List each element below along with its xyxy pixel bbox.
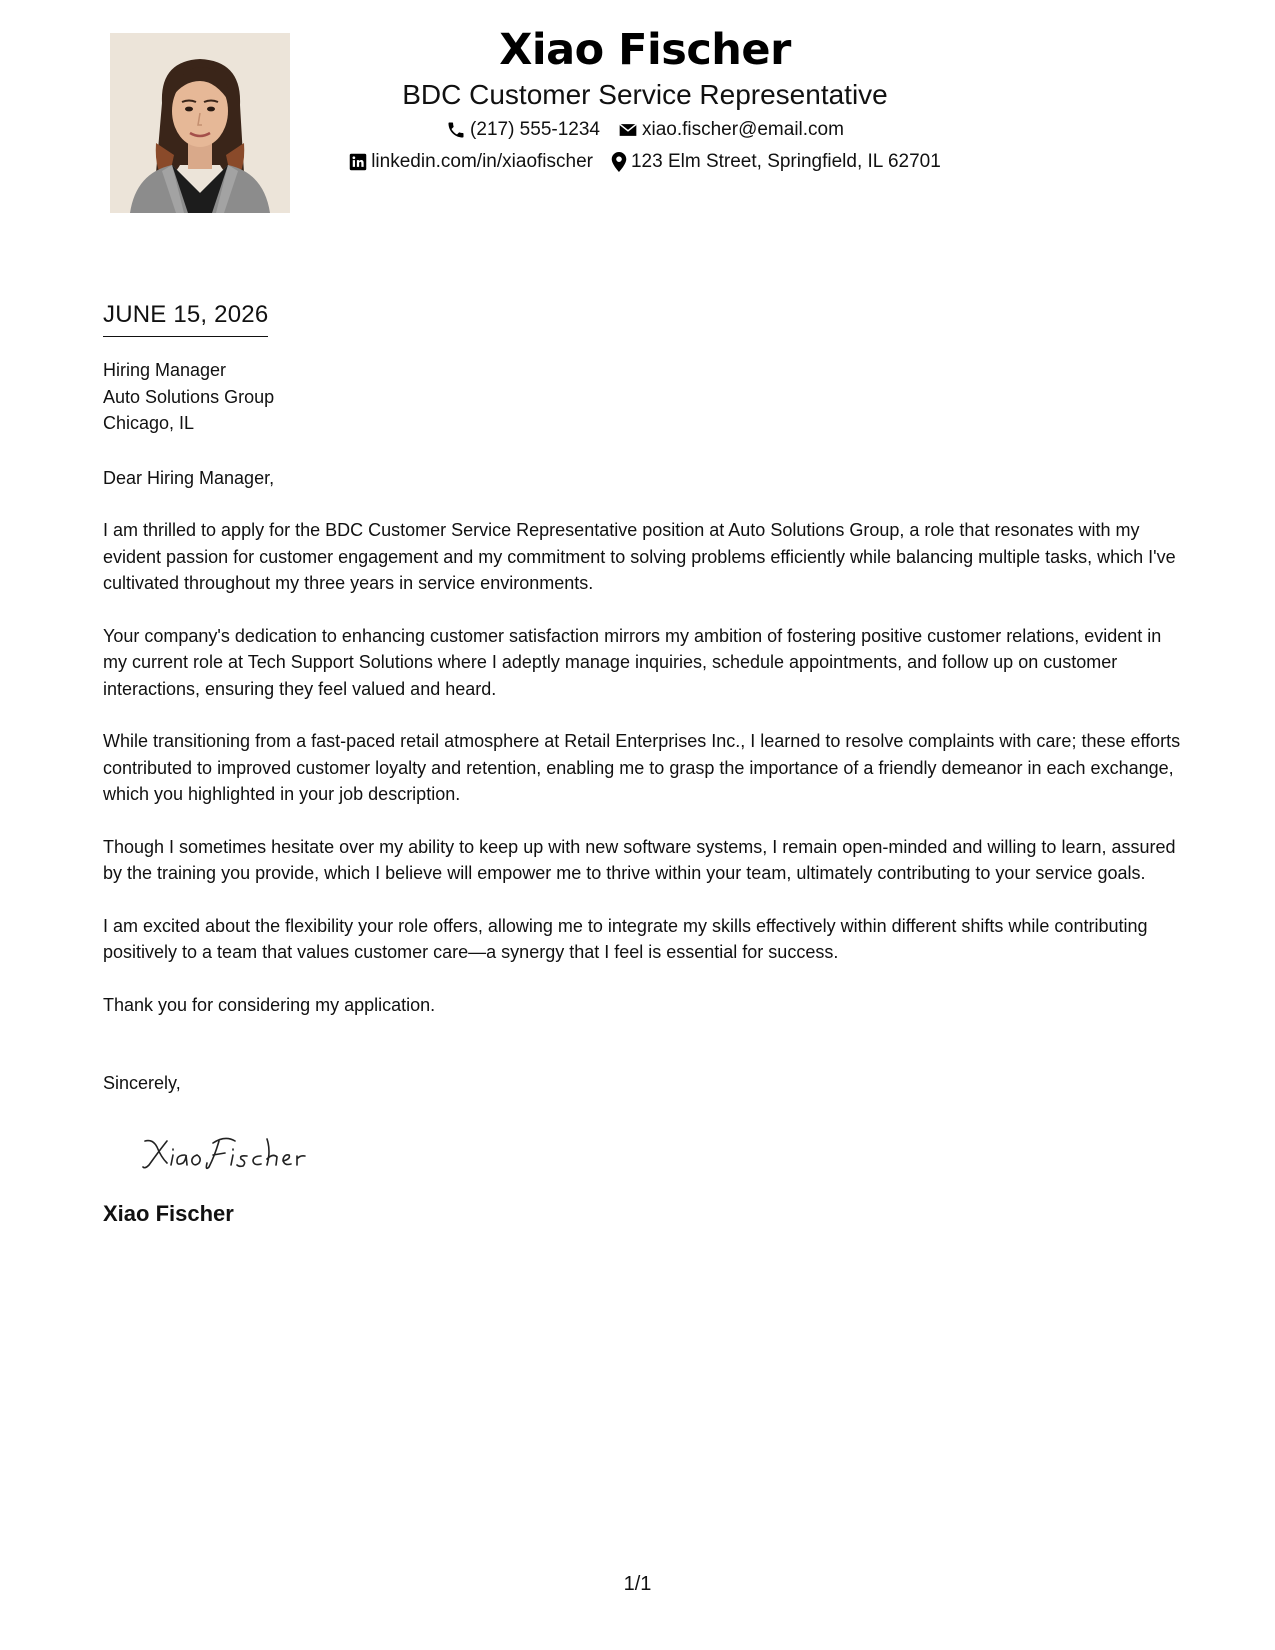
signature-image [139, 1129, 339, 1177]
contact-phone [446, 114, 600, 146]
linkedin-text: linkedin.com/in/xiaofischer [371, 151, 593, 172]
phone-icon [446, 120, 466, 140]
job-title: BDC Customer Service Representative [402, 79, 888, 110]
address-text: 123 Elm Street, Springfield, IL 62701 [630, 151, 941, 172]
salutation: Dear Hiring Manager, [103, 467, 275, 488]
contact-linkedin [349, 146, 593, 178]
recipient-line: Auto Solutions Group [103, 386, 275, 407]
body-paragraph: I am thrilled to apply for the BDC Customer Service Representative position at Auto Solutions Group, a role that resonates with my evident passion for customer engagement and my commitment to solving problems efficiently while balancing multiple tasks, which I've cultivated throughout my three years in service environments. [103, 520, 1176, 593]
recipient-block [103, 357, 1183, 437]
linkedin-icon [349, 153, 367, 171]
body-paragraph: Though I sometimes hesitate over my ability to keep up with new software systems, I remain open-minded and willing to learn, assured by the training you provide, which I believe will empower me to thrive within your team, ultimately contributing to your service goals. [103, 836, 1176, 883]
signer-name: Xiao Fischer [103, 1200, 234, 1226]
envelope-icon [618, 120, 638, 140]
closing: Sincerely, [103, 1073, 181, 1093]
applicant-name: Xiao Fischer [499, 25, 791, 75]
body-paragraph: While transitioning from a fast-paced retail atmosphere at Retail Enterprises Inc., I learned to resolve complaints with care; these efforts contributed to improved customer loyalty and retention, enabling me to grasp the importance of a friendly demeanor in each exchange, which you highlighted in your job description. [103, 731, 1181, 804]
contact-email [618, 114, 844, 146]
body-paragraph: Your company's dedication to enhancing customer satisfaction mirrors my ambition of fostering positive customer relations, evident in my current role at Tech Support Solutions where I adeptly manage inquiries, schedule appointments, and follow up on customer interactions, ensuring they feel valued and heard. [103, 625, 1162, 699]
letter-date: JUNE 15, 2026 [103, 298, 268, 337]
map-pin-icon [611, 152, 627, 172]
recipient-line: Hiring Manager [103, 360, 227, 380]
contact-row-1 [300, 114, 990, 146]
body-paragraph: I am excited about the flexibility your role offers, allowing me to integrate my skills effectively within different shifts while contributing positively to a team that values customer care—a synergy that I feel is essential for success. [103, 915, 1148, 962]
signature [139, 1129, 339, 1177]
contact-address [611, 146, 941, 178]
recipient-line: Chicago, IL [103, 413, 195, 433]
letter-body [103, 298, 1183, 1229]
email-text: xiao.fischer@email.com [641, 119, 844, 140]
page-number: 1/1 [623, 1573, 652, 1595]
header [300, 22, 990, 178]
profile-photo [110, 33, 290, 213]
portrait-image [110, 33, 290, 213]
contact-row-2 [300, 146, 990, 178]
phone-text: (217) 555-1234 [470, 119, 600, 140]
body-paragraph: Thank you for considering my application. [103, 994, 436, 1015]
